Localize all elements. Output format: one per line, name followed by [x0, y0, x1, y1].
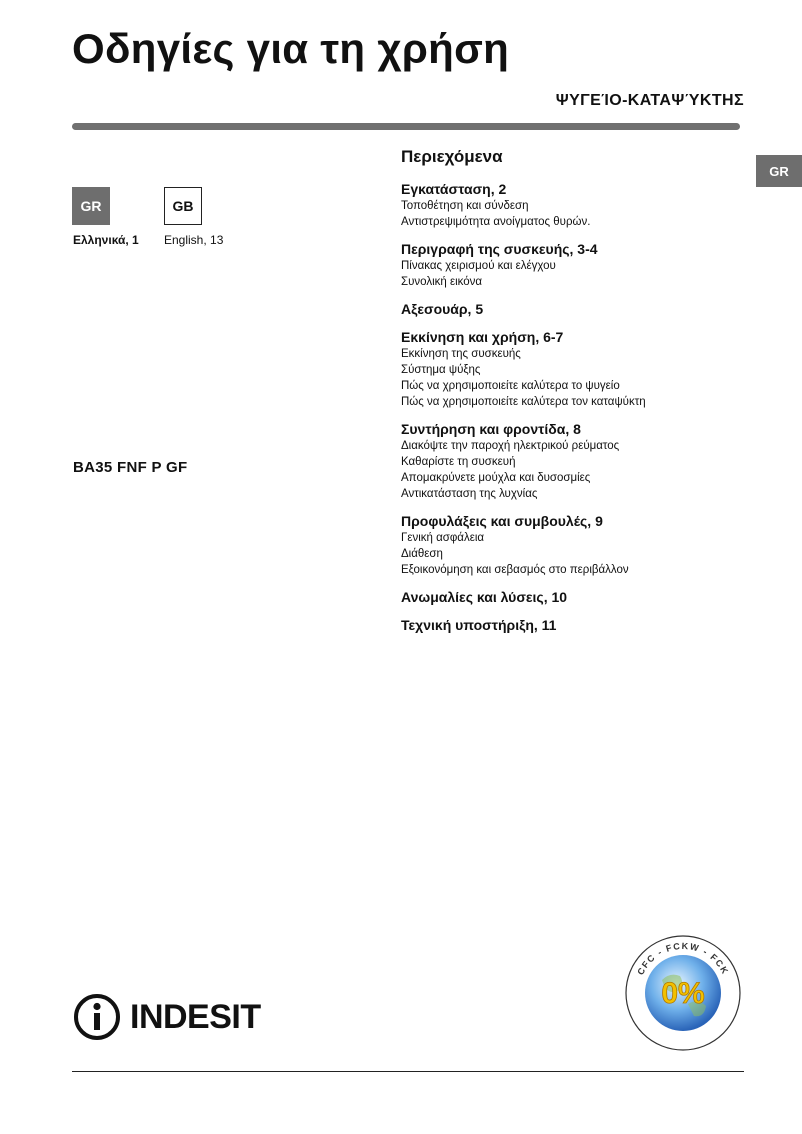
toc-item[interactable]: Πίνακας χειρισμού και ελέγχου — [401, 260, 556, 272]
toc-item[interactable]: Εξοικονόμηση και σεβασμός στο περιβάλλον — [401, 564, 629, 576]
toc-heading: Περιεχόμενα — [401, 147, 503, 166]
toc-item[interactable]: Καθαρίστε τη συσκευή — [401, 456, 516, 468]
cfc-free-globe-icon — [622, 932, 744, 1054]
toc-section-title[interactable]: Περιγραφή της συσκευής, 3-4 — [401, 241, 598, 257]
toc-item[interactable]: Τοποθέτηση και σύνδεση — [401, 200, 529, 212]
toc-sections — [401, 180, 746, 634]
brand-logo-text: INDESIT — [130, 998, 261, 1036]
toc-section — [401, 588, 746, 606]
product-subtitle: ΨΥΓΕΊΟ-ΚΑΤΑΨΎΚΤΗΣ — [555, 92, 744, 109]
toc-item[interactable]: Σύστημα ψύξης — [401, 364, 481, 376]
indesit-i-logo-icon — [72, 992, 122, 1042]
toc-section — [401, 616, 746, 634]
toc-item[interactable]: Απομακρύνετε μούχλα και δυσοσμίες — [401, 472, 591, 484]
cfc-free-badge — [622, 932, 744, 1059]
toc-item-list — [401, 198, 746, 230]
toc-section-title[interactable]: Εγκατάσταση, 2 — [401, 181, 507, 197]
language-label-gb: English, 13 — [164, 233, 224, 247]
page-title: Οδηγίες για τη χρήση — [72, 25, 510, 72]
toc-item-list — [401, 346, 746, 410]
toc-section-title[interactable]: Εκκίνηση και χρήση, 6-7 — [401, 329, 564, 345]
toc-section-title[interactable]: Συντήρηση και φροντίδα, 8 — [401, 421, 581, 437]
language-label-gr: Ελληνικά, 1 — [73, 233, 139, 247]
toc-item-list — [401, 530, 746, 578]
toc-item-list — [401, 258, 746, 290]
toc-section-title[interactable]: Ανωμαλίες και λύσεις, 10 — [401, 589, 568, 605]
toc-item[interactable]: Διάθεση — [401, 548, 443, 560]
language-badge-gb[interactable]: GB — [164, 187, 202, 225]
toc-item[interactable]: Αντιστρεψιμότητα ανοίγματος θυρών. — [401, 216, 591, 228]
toc-item[interactable]: Γενική ασφάλεια — [401, 532, 485, 544]
toc-section — [401, 300, 746, 318]
toc-section-title[interactable]: Προφυλάξεις και συμβουλές, 9 — [401, 513, 603, 529]
toc-item[interactable]: Εκκίνηση της συσκευής — [401, 348, 521, 360]
toc-item-list — [401, 438, 746, 502]
language-side-tab: GR — [756, 155, 802, 187]
language-badge-gr[interactable]: GR — [72, 187, 110, 225]
header-divider — [72, 123, 740, 130]
badge-ring-text: CFC - FCKW - FCK — [635, 940, 731, 977]
toc-section — [401, 180, 746, 230]
toc-section-title[interactable]: Τεχνική υποστήριξη, 11 — [401, 617, 557, 633]
toc-item[interactable]: Συνολική εικόνα — [401, 276, 483, 288]
toc-section-title[interactable]: Αξεσουάρ, 5 — [401, 301, 484, 317]
table-of-contents — [401, 147, 746, 644]
toc-item[interactable]: Πώς να χρησιμοποιείτε καλύτερα τον καταψύκτη — [401, 396, 646, 408]
toc-section — [401, 240, 746, 290]
toc-section — [401, 328, 746, 410]
badge-zero-percent: 0% — [661, 977, 705, 1010]
toc-section — [401, 420, 746, 502]
toc-item[interactable]: Διακόψτε την παροχή ηλεκτρικού ρεύματος — [401, 440, 620, 452]
toc-item[interactable]: Αντικατάσταση της λυχνίας — [401, 488, 538, 500]
footer-divider — [72, 1071, 744, 1072]
indesit-logo — [72, 992, 261, 1042]
model-number: BA35 FNF P GF — [73, 459, 188, 476]
toc-section — [401, 512, 746, 578]
toc-item[interactable]: Πώς να χρησιμοποιείτε καλύτερα το ψυγείο — [401, 380, 620, 392]
